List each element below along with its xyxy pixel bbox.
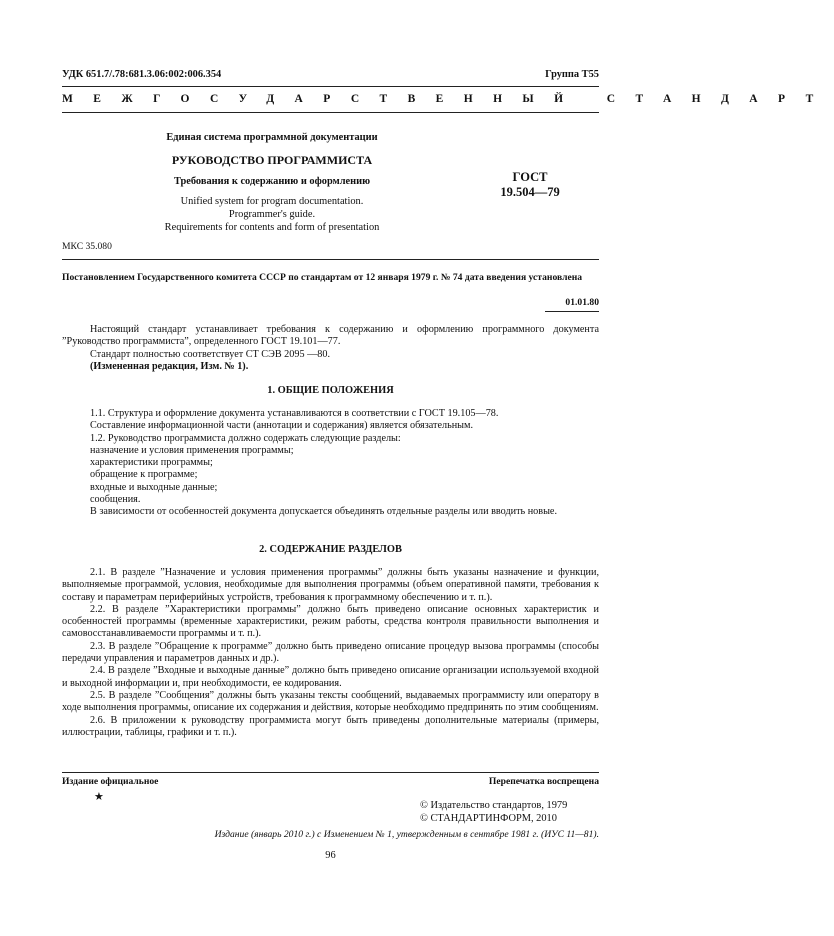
clause-1-1-info: Составление информационной части (аннотации и содержания) является обязательным. [90, 420, 474, 432]
date-underline [545, 311, 599, 312]
clause-2-3: 2.3. В разделе ”Обращение к программе” должно быть приведено описание процедур вызова программы (способы передачи управления и параметров данных и др.). [62, 640, 599, 665]
intro-paragraph: Настоящий стандарт устанавливает требования к содержанию и оформлению программного документа ”Руководство программиста”, определенного ГОСТ 19.101—77. [62, 324, 599, 348]
introduction-date: 01.01.80 [565, 297, 599, 308]
clause-2-4: 2.4. В разделе ”Входные и выходные данные” должно быть приведено описание организации используемой входной и выходной информации и, при необходимости, ее кодирования. [62, 665, 599, 689]
list-item: характеристики программы; [90, 457, 213, 469]
decree-text: Постановлением Государственного комитета СССР по стандартам от 12 января 1979 г. № 74 дата введения установлена [62, 272, 583, 283]
english-title-line-3: Requirements for contents and form of presentation [164, 222, 380, 233]
reprint-prohibited-label: Перепечатка воспрещена [488, 776, 599, 787]
intro-conformance: Стандарт полностью соответствует СТ СЭВ 2095 —80. [90, 348, 331, 360]
gost-label: ГОСТ [512, 170, 548, 184]
clause-2-2: 2.2. В разделе ”Характеристики программы” должно быть приведено описание основных характеристик и особенностей программы (временные характеристики, режим работы, средства контроля правильности выполнения и самовосстанавливаемости программы и т. п.). [62, 603, 599, 640]
section-1-heading: 1. ОБЩИЕ ПОЛОЖЕНИЯ [267, 385, 394, 396]
copyright-1979: © Издательство стандартов, 1979 [420, 800, 568, 811]
english-title-line-2: Programmer's guide. [228, 209, 316, 220]
section-2-heading: 2. СОДЕРЖАНИЕ РАЗДЕЛОВ [259, 544, 402, 555]
footer-divider [62, 772, 599, 773]
section-2-body [62, 567, 599, 739]
standard-banner: МЕЖГОСУДАРСТВЕННЫЙ СТАНДАРТ [62, 93, 834, 105]
clause-1-2-note: В зависимости от особенностей документа допускается объединять отдельные разделы или вводить новые. [90, 506, 557, 518]
document-title: РУКОВОДСТВО ПРОГРАММИСТА [171, 153, 373, 167]
udk-code: УДК 651.7/.78:681.3.06:002:006.354 [62, 69, 222, 80]
list-item: назначение и условия применения программы; [90, 444, 294, 456]
clause-2-5: 2.5. В разделе ”Сообщения” должны быть указаны тексты сообщений, выдаваемых программисту или оператору в ходе выполнения программы, описание их содержания и действия, которые необходимо предпринять по этим сообщениям. [62, 689, 599, 714]
intro-block [62, 324, 599, 373]
clause-2-1: 2.1. В разделе ”Назначение и условия применения программы” должны быть указаны назначение и функции, выполняемые программой, условия, необходимые для выполнения программы (объем оперативной памяти, требования к составу и параметрам периферийных устройств, требования к программному обеспечению и т. п.). [62, 567, 599, 603]
list-item: сообщения. [90, 494, 141, 506]
top-divider [62, 86, 599, 87]
edition-note: Издание (январь 2010 г.) с Изменением № 1, утвержденным в сентябре 1981 г. (ИУС 11—81). [214, 829, 599, 840]
english-title-line-1: Unified system for program documentation. [180, 196, 364, 207]
gost-code: 19.504—79 [500, 185, 560, 199]
system-name: Единая система программной документации [166, 132, 378, 143]
list-item: обращение к программе; [90, 469, 198, 481]
official-edition-label: Издание официальное [62, 776, 159, 787]
mks-code: МКС 35.080 [62, 241, 112, 252]
section-1-body [62, 408, 599, 519]
copyright-2010: © СТАНДАРТИНФОРМ, 2010 [420, 813, 557, 824]
title-block [122, 131, 422, 234]
copyright-block [420, 799, 599, 825]
list-item: входные и выходные данные; [90, 481, 218, 493]
clause-1-1: 1.1. Структура и оформление документа устанавливаются в соответствии с ГОСТ 19.105—78. [90, 408, 499, 419]
gost-number [480, 170, 580, 200]
star-icon: ★ [94, 791, 104, 803]
document-subtitle: Требования к содержанию и оформлению [173, 176, 371, 187]
clause-2-6: 2.6. В приложении к руководству программиста могут быть приведены дополнительные материалы (примеры, иллюстрации, таблицы, графики и т. п.). [62, 714, 599, 738]
intro-amendment: (Измененная редакция, Изм. № 1). [90, 360, 249, 372]
mks-divider [62, 259, 599, 260]
page-number: 96 [325, 850, 336, 861]
group-code: Группа Т55 [545, 69, 599, 80]
clause-1-2: 1.2. Руководство программиста должно содержать следующие разделы: [90, 432, 401, 444]
banner-divider [62, 112, 599, 113]
